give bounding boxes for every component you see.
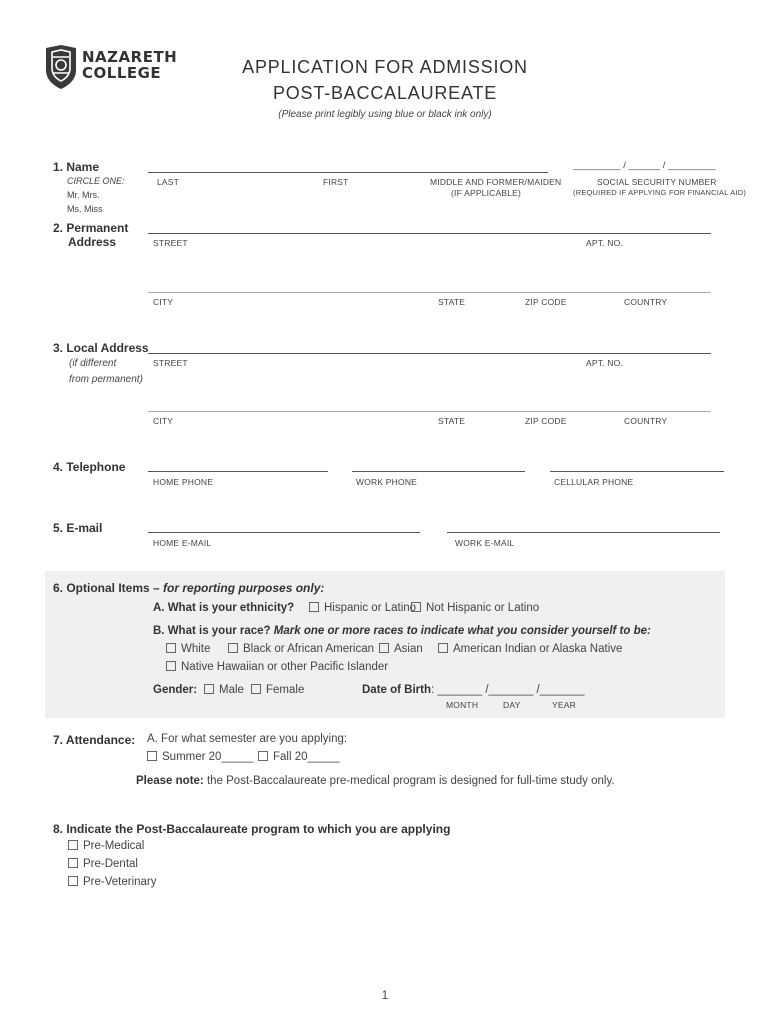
local-state-caption: STATE [438, 416, 466, 426]
cell-phone-caption: CELLULAR PHONE [554, 477, 634, 487]
note-text: the Post-Baccalaureate pre-medical program is designed for full-time study only. [203, 775, 615, 787]
hispanic-option[interactable] [309, 602, 416, 614]
hispanic-text: Hispanic or Latino [324, 602, 417, 614]
not-hispanic-checkbox[interactable] [411, 602, 421, 612]
circle-one-label: CIRCLE ONE: [67, 176, 125, 186]
summer-checkbox[interactable] [147, 751, 157, 761]
summer-text: Summer 20_____ [162, 751, 254, 763]
local-note-1: (if different [69, 358, 117, 369]
pre-medical-checkbox[interactable] [68, 840, 78, 850]
not-hispanic-option[interactable] [411, 602, 539, 614]
asian-checkbox[interactable] [379, 643, 389, 653]
asian-option[interactable] [379, 643, 423, 655]
home-phone-caption: HOME PHONE [153, 477, 214, 487]
permanent-city-field[interactable] [148, 292, 711, 293]
logo-line2: COLLEGE [82, 64, 162, 82]
male-option[interactable] [204, 684, 244, 696]
optional-label-em: for reporting purposes only: [163, 581, 325, 595]
cell-phone-field[interactable] [550, 471, 724, 472]
pre-medical-option[interactable] [68, 840, 144, 852]
name-field[interactable] [148, 172, 548, 173]
black-text: Black or African American [243, 643, 375, 655]
asian-text: Asian [394, 643, 423, 655]
gender-label: Gender: [153, 684, 198, 696]
pre-medical-text: Pre-Medical [83, 840, 145, 852]
local-city-caption: CITY [153, 416, 174, 426]
work-email-caption: WORK E-MAIL [455, 538, 515, 548]
zip-caption: ZIP CODE [525, 297, 567, 307]
title-options-2[interactable]: Ms. Miss [67, 204, 103, 214]
optional-label-text: 6. Optional Items – [53, 581, 160, 595]
ssn-note: (REQUIRED IF APPLYING FOR FINANCIAL AID) [573, 188, 747, 197]
race-question-text: B. What is your race? [153, 625, 271, 637]
city-caption: CITY [153, 297, 174, 307]
pre-dental-checkbox[interactable] [68, 858, 78, 868]
name-label: 1. Name [53, 160, 100, 174]
pre-dental-text: Pre-Dental [83, 858, 138, 870]
race-instruction: Mark one or more races to indicate what you consider yourself to be: [273, 625, 651, 637]
work-email-field[interactable] [447, 532, 720, 533]
summer-option[interactable] [147, 751, 253, 763]
permanent-label: 2. Permanent [53, 221, 129, 235]
male-checkbox[interactable] [204, 684, 214, 694]
title-options-1[interactable]: Mr. Mrs. [67, 190, 100, 200]
dob-blanks[interactable]: : _______ /_______ /_______ [431, 684, 585, 696]
telephone-label: 4. Telephone [53, 460, 126, 474]
dob-field[interactable] [362, 684, 584, 696]
note-label: Please note: [136, 775, 204, 787]
address-label: Address [68, 235, 117, 249]
day-caption: DAY [503, 700, 521, 710]
local-zip-caption: ZIP CODE [525, 416, 567, 426]
page-number: 1 [381, 990, 389, 1002]
middle-caption-2: (IF APPLICABLE) [451, 188, 522, 198]
street-caption: STREET [153, 238, 188, 248]
female-text: Female [266, 684, 305, 696]
race-question [153, 625, 651, 637]
white-option[interactable] [166, 643, 210, 655]
year-caption: YEAR [552, 700, 576, 710]
permanent-street-field[interactable] [148, 233, 711, 234]
form-subtitle: POST-BACCALAUREATE [272, 83, 498, 103]
first-caption: FIRST [323, 177, 349, 187]
local-note-2: from permanent) [69, 374, 143, 385]
fall-option[interactable] [258, 751, 340, 763]
pacific-islander-option[interactable] [166, 661, 388, 673]
female-checkbox[interactable] [251, 684, 261, 694]
not-hispanic-text: Not Hispanic or Latino [426, 602, 540, 614]
local-street-field[interactable] [148, 353, 711, 354]
black-option[interactable] [228, 643, 374, 655]
pre-veterinary-option[interactable] [68, 876, 157, 888]
fall-text: Fall 20_____ [273, 751, 340, 763]
home-email-caption: HOME E-MAIL [153, 538, 212, 548]
american-indian-option[interactable] [438, 643, 622, 655]
home-email-field[interactable] [148, 532, 420, 533]
black-checkbox[interactable] [228, 643, 238, 653]
middle-caption: MIDDLE AND FORMER/MAIDEN [430, 177, 562, 187]
local-address-label: 3. Local Address [53, 341, 149, 355]
local-street-caption: STREET [153, 358, 188, 368]
white-text: White [181, 643, 211, 655]
month-caption: MONTH [446, 700, 479, 710]
ssn-caption: SOCIAL SECURITY NUMBER [597, 177, 717, 187]
pre-veterinary-checkbox[interactable] [68, 876, 78, 886]
full-time-note [136, 775, 615, 787]
local-city-field[interactable] [148, 411, 711, 412]
dob-label: Date of Birth [362, 684, 431, 696]
fall-checkbox[interactable] [258, 751, 268, 761]
email-label: 5. E-mail [53, 521, 103, 535]
apt-caption: APT. NO. [586, 238, 624, 248]
optional-items-label [53, 581, 324, 595]
country-caption: COUNTRY [624, 297, 668, 307]
ssn-field[interactable]: _________ / ______ / _________ [573, 160, 716, 171]
attendance-label: 7. Attendance: [53, 733, 136, 747]
state-caption: STATE [438, 297, 466, 307]
logo-line1: NAZARETH [82, 48, 178, 66]
home-phone-field[interactable] [148, 471, 328, 472]
pre-veterinary-text: Pre-Veterinary [83, 876, 157, 888]
pacific-islander-checkbox[interactable] [166, 661, 176, 671]
female-option[interactable] [251, 684, 304, 696]
form-title: APPLICATION FOR ADMISSION [242, 57, 528, 77]
program-label: 8. Indicate the Post-Baccalaureate program to which you are applying [53, 822, 451, 836]
ink-instruction: (Please print legibly using blue or black ink only) [278, 109, 492, 120]
hispanic-checkbox[interactable] [309, 602, 319, 612]
ethnicity-question: A. What is your ethnicity? [153, 602, 295, 614]
work-phone-field[interactable] [352, 471, 525, 472]
local-country-caption: COUNTRY [624, 416, 668, 426]
white-checkbox[interactable] [166, 643, 176, 653]
work-phone-caption: WORK PHONE [356, 477, 418, 487]
last-caption: LAST [157, 177, 180, 187]
american-indian-text: American Indian or Alaska Native [453, 643, 623, 655]
pacific-islander-text: Native Hawaiian or other Pacific Islander [181, 661, 389, 673]
pre-dental-option[interactable] [68, 858, 138, 870]
local-apt-caption: APT. NO. [586, 358, 624, 368]
semester-question: A. For what semester are you applying: [147, 733, 348, 745]
male-text: Male [219, 684, 244, 696]
american-indian-checkbox[interactable] [438, 643, 448, 653]
